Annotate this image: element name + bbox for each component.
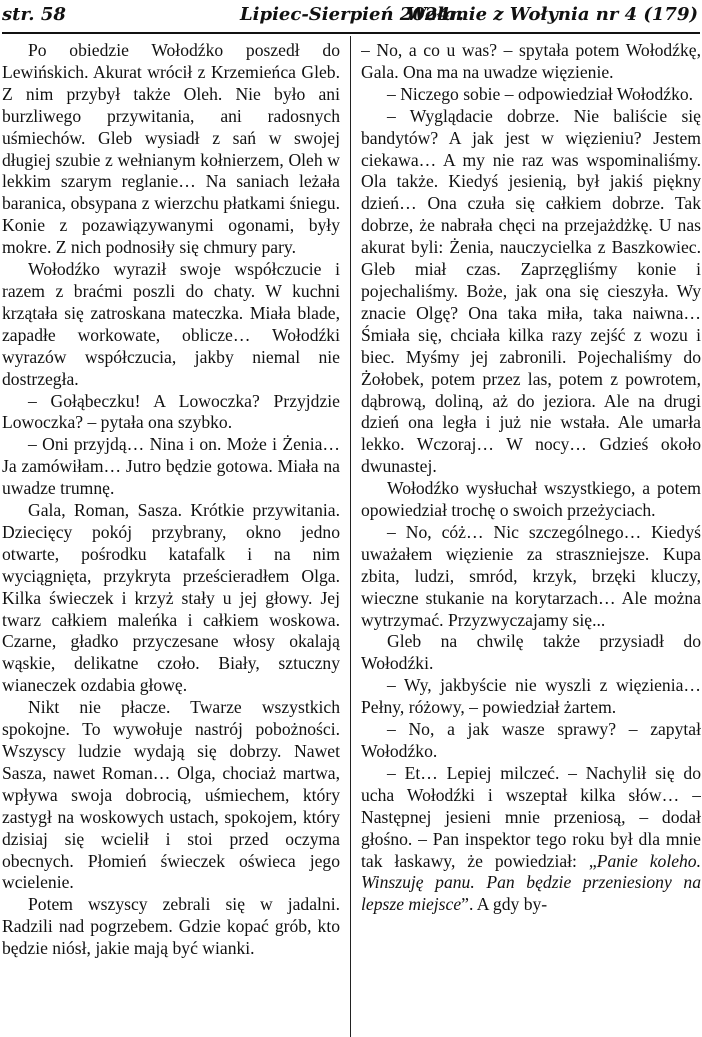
paragraph: Potem wszyscy zebrali się w jadalni. Radzili nad pogrzebem. Gdzie kopać grób, kto będzie niósł, jakie mają być wianki. bbox=[2, 894, 340, 959]
paragraph-text: – Et… Lepiej milczeć. – Nachylił się do ucha Wołodźki i wszeptał kilka słów… – Następnej jesieni mnie przeniosą, – dodał głośno. – Pan inspektor tego roku był dla mnie tak łaskawy, że powiedział: „ bbox=[361, 762, 701, 871]
paragraph: – No, cóż… Nic szczególnego… Kiedyś uważałem więzienie za straszniejsze. Kupa zbita, ludzi, smród, krzyk, brzęki kluczy, wieczne stukanie na korytarzach… Ale można wytrzymać. Przyzwyczajamy się... bbox=[361, 521, 701, 630]
paragraph: Nikt nie płacze. Twarze wszystkich spokojne. To wywołuje nastrój pobożności. Wszyscy ludzie wydają się dobrzy. Nawet Sasza, nawet Roman… Olga, chociaż martwa, wpływa swoja dobrocią, uśmiechem, który zastygł na woskowych ustach, spokojem, który dzisiaj się wcielił i stoi przed oczyma obecnych. Płomień świeczek oświeca jego wcielenie. bbox=[2, 697, 340, 893]
page-header bbox=[2, 0, 700, 34]
paragraph-final bbox=[361, 763, 701, 916]
paragraph: – No, a co u was? – spytała potem Wołodźkę, Gala. Ona ma na uwadze więzienie. bbox=[361, 40, 701, 82]
right-column bbox=[361, 40, 701, 1037]
paragraph: – No, a jak wasze sprawy? – zapytał Wołodźko. bbox=[361, 719, 701, 761]
italic-quote: Panie koleho. Winszuję panu. Pan będzie przeniesiony na lepsze miejsce bbox=[361, 850, 701, 915]
page-number: str. 58 bbox=[2, 4, 66, 25]
paragraph: – Wyglądacie dobrze. Nie baliście się bandytów? A jak jest w więzieniu? Jestem ciekawa… A my nie raz was wspominaliśmy. Ola także. Kiedyś jesienią, był jakiś piękny dzień… Ona czuła się całkiem dobrze. Tak dobrze, że nabrała chęci na przejażdżkę. U nas akurat byli: Żenia, nauczycielka z Baszkowiec. Gleb miał czas. Zaprzęgliśmy konie i pojechaliśmy. Boże, jak ona się cieszyła. Wy znacie Olgę? Ona taka miła, taka naiwna… Śmiała się, chciała kilka razy zejść z wozu i biec. Myśmy jej zabronili. Pojechaliśmy do Żołobek, potem przez las, potem z powrotem, dąbrową, doliną, aż do jeziora. Ale na drugi dzień ona legła i już nie wstała. Ale umarła lekko. Wczoraj… W nocy… Gdzieś około dwunastej. bbox=[361, 105, 701, 477]
issue-date: Lipiec-Sierpień 2024r. bbox=[240, 4, 464, 25]
paragraph: – Gołąbeczku! A Lowoczka? Przyjdzie Lowoczka? – pytała ona szybko. bbox=[2, 390, 340, 433]
publication-title: Wołanie z Wołynia nr 4 (179) bbox=[406, 4, 698, 25]
paragraph: – Wy, jakbyście nie wyszli z więzienia… Pełny, różowy, – powiedział żartem. bbox=[361, 675, 701, 718]
paragraph: – Niczego sobie – odpowiedział Wołodźko. bbox=[387, 83, 694, 104]
paragraph: Gleb na chwilę także przysiadł do Wołodźki. bbox=[361, 631, 701, 674]
paragraph: – Oni przyjdą… Nina i on. Może i Żenia… Ja zamówiłam… Jutro będzie gotowa. Miała na uwadze trumnę. bbox=[2, 434, 340, 499]
paragraph: Po obiedzie Wołodźko poszedł do Lewińskich. Akurat wrócił z Krzemieńca Gleb. Z nim przybył także Oleh. Nie było ani burzliwego przywitania, ani radosnych uśmiechów. Gleb wysiadł z sań w swojej długiej szubie z wełnianym kołnierzem, Oleh w lekkim szarym reglanie… Na saniach leżała baranica, obsypana z wierzchu płatkami śniegu. Konie z pozawiązywanymi ogonami, były mokre. Z nich podnosiły się chmury pary. bbox=[2, 40, 340, 258]
column-divider bbox=[350, 36, 351, 1037]
paragraph: Wołodźko wyraził swoje współczucie i razem z braćmi poszli do chaty. W kuchni krzątała się zatroskana mateczka. Miała blade, zapadłe workowate, oblicze… Wołodźki wyrazów współczucia, jakby niemal nie dostrzegła. bbox=[2, 259, 340, 389]
paragraph: Wołodźko wysłuchał wszystkiego, a potem opowiedział trochę o swoich przeżyciach. bbox=[361, 478, 701, 521]
paragraph: Gala, Roman, Sasza. Krótkie przywitania. Dziecięcy pokój przybrany, okno jedno otwarte, pośrodku katafalk i na nim wyciągnięta, przykryta prześcieradłem Olga. Kilka świeczek i krzyż stały u jej głowy. Jej twarz całkiem maleńka i całkiem woskowa. Czarne, gładko przyczesane włosy okalają wąskie, delikatne czoło. Biały, sztuczny wianeczek ozdabia głowę. bbox=[2, 500, 340, 696]
left-column bbox=[2, 40, 340, 1037]
paragraph-tail: ”. A gdy by- bbox=[461, 894, 548, 915]
